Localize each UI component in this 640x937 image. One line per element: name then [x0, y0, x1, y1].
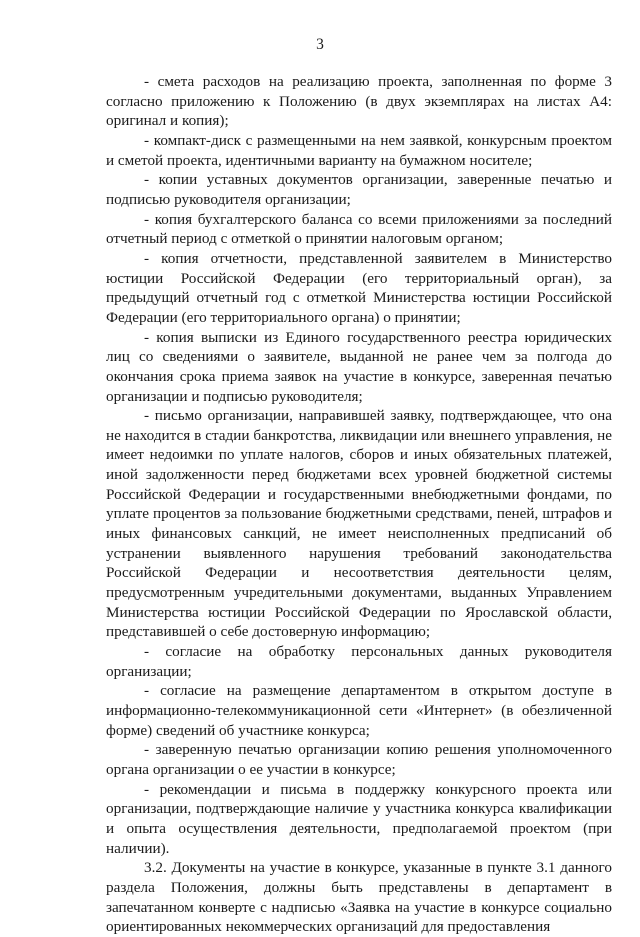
- list-item-publication-consent: - согласие на размещение департаментом в открытом доступе в информационно-телекоммуникационной сети «Интернет» (в обезличенной форме) сведений об участнике конкурса;: [106, 682, 612, 739]
- section-3-2-paragraph: 3.2. Документы на участие в конкурсе, указанные в пункте 3.1 данного раздела Положения, должны быть представлены в департамент в запечатанном конверте с надписью «Заявка на участие в конкурсе социально ориентированных некоммерческих организаций для предоставления: [106, 859, 612, 936]
- page-number: 3: [316, 36, 324, 53]
- list-item-compact-disc: - компакт-диск с размещенными на нем заявкой, конкурсным проектом и сметой проекта, идентичными варианту на бумажном носителе;: [106, 131, 612, 169]
- list-item-balance-sheet: - копия бухгалтерского баланса со всеми приложениями за последний отчетный период с отметкой о принятии налоговым органом;: [106, 210, 612, 248]
- list-item-personal-data-consent: - согласие на обработку персональных данных руководителя организации;: [106, 643, 612, 680]
- list-item-recommendations: - рекомендации и письма в поддержку конкурсного проекта или организации, подтверждающие наличие у участника конкурса квалификации и опыта осуществления деятельности, предполагаемой проектом (при наличии).: [106, 780, 612, 857]
- list-item-expense-estimate: - смета расходов на реализацию проекта, заполненная по форме 3 согласно приложению к Положению (в двух экземплярах на листах А4: оригинал и копия);: [106, 73, 612, 130]
- list-item-organization-letter: - письмо организации, направившей заявку, подтверждающее, что она не находится в стадии банкротства, ликвидации или внешнего управления, не имеет недоимки по уплате налогов, сборов и иных обязательных платежей, иной задолженности перед бюджетами всех уровней бюджетной системы Российской Федерации и государственными внебюджетными фондами, по уплате процентов за пользование бюджетными средствами, пеней, штрафов и иных финансовых санкций, не имеет неисполненных предписаний об устранении выявленного нарушения требований законодательства Российской Федерации и несоответствия деятельности целям, предусмотренным учредительными документами, выданных Управлением Министерства юстиции Российской Федерации по Ярославской области, представившей о себе достоверную информацию;: [106, 407, 612, 641]
- list-item-charter-copies: - копии уставных документов организации, заверенные печатью и подписью руководителя организации;: [106, 171, 612, 208]
- list-item-decision-copy: - заверенную печатью организации копию решения уполномоченного органа организации о ее участии в конкурсе;: [106, 741, 612, 778]
- list-item-registry-extract: - копия выписки из Единого государственного реестра юридических лиц со сведениями о заявителе, выданной не ранее чем за полгода до окончания срока приема заявок на участие в конкурсе, заверенная печатью организации и подписью руководителя;: [106, 328, 612, 405]
- list-item-reporting-copy: - копия отчетности, представленной заявителем в Министерство юстиции Российской Федерации (его территориальный орган), за предыдущий отчетный год с отметкой Министерства юстиции Российской Федерации (его территориального органа) о принятии;: [106, 249, 612, 326]
- document-body: [106, 72, 612, 937]
